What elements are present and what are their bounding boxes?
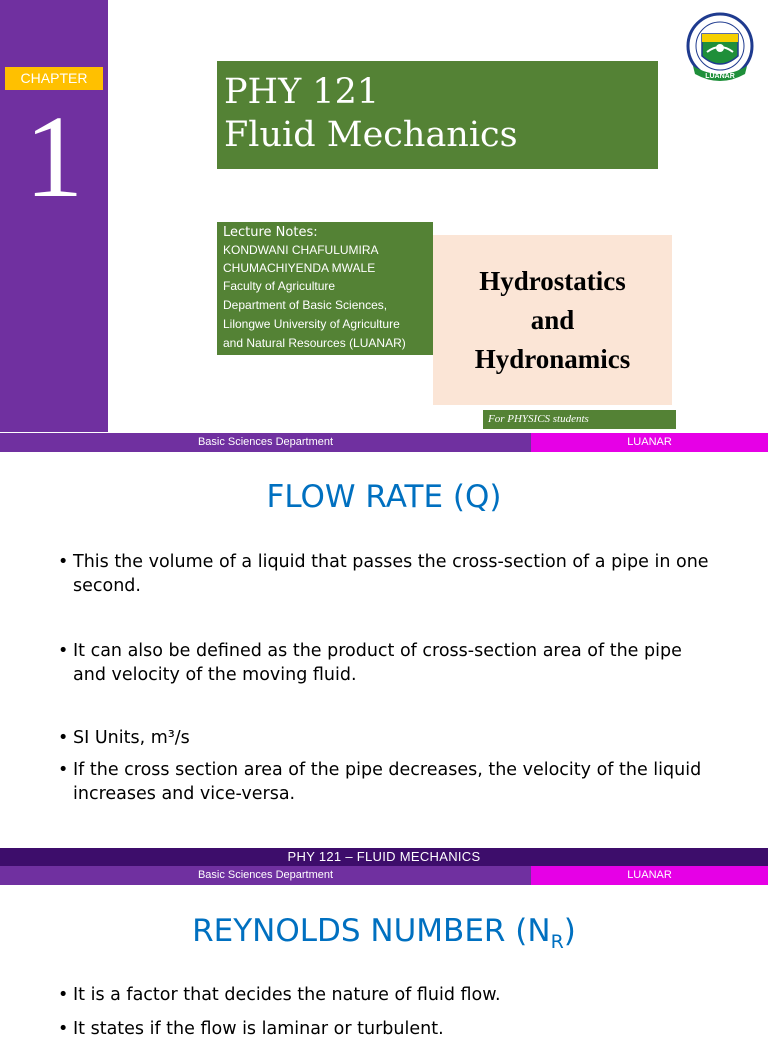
bullet-item: • It states if the flow is laminar or turbulent. bbox=[58, 1017, 718, 1041]
topic-line: Hydronamics bbox=[474, 343, 631, 374]
flow-rate-bullets bbox=[58, 550, 718, 806]
topic-box bbox=[433, 235, 672, 405]
course-band: PHY 121 – FLUID MECHANICS bbox=[0, 848, 768, 866]
course-title-box bbox=[217, 61, 658, 169]
lecture-notes-box bbox=[217, 222, 433, 355]
title-slide bbox=[0, 0, 768, 452]
notes-heading: Lecture Notes: bbox=[223, 225, 318, 240]
notes-line: KONDWANI CHAFULUMIRA bbox=[223, 243, 379, 257]
notes-line: Faculty of Agriculture bbox=[223, 279, 336, 293]
reynolds-title-close: ) bbox=[563, 913, 576, 949]
footer-university: LUANAR bbox=[531, 433, 768, 452]
notes-line: and Natural Resources (LUANAR) bbox=[223, 336, 406, 350]
footer-department: Basic Sciences Department bbox=[0, 433, 531, 452]
course-name: Fluid Mechanics bbox=[224, 115, 518, 155]
bullet-item: • This the volume of a liquid that passes the cross-section of a pipe in one second. bbox=[58, 550, 718, 598]
reynolds-title bbox=[0, 911, 768, 962]
topic-line: and bbox=[530, 304, 575, 335]
bullet-item: • If the cross section area of the pipe decreases, the velocity of the liquid increases and vice-versa. bbox=[58, 758, 718, 806]
flow-rate-title: FLOW RATE (Q) bbox=[266, 479, 502, 515]
footer-university: LUANAR bbox=[531, 866, 768, 885]
chapter-label: CHAPTER bbox=[5, 67, 103, 90]
chapter-number: 1 bbox=[24, 91, 84, 222]
reynolds-title-main: REYNOLDS NUMBER (N bbox=[192, 913, 551, 949]
bullet-item: • It is a factor that decides the nature of fluid flow. bbox=[58, 983, 718, 1007]
notes-line: Lilongwe University of Agriculture bbox=[223, 317, 400, 331]
reynolds-title-sub: R bbox=[550, 931, 564, 954]
notes-line: Department of Basic Sciences, bbox=[223, 298, 388, 312]
reynolds-bullets bbox=[58, 983, 718, 1041]
audience-label: For PHYSICS students bbox=[483, 410, 676, 429]
logo-text: LUANAR bbox=[705, 73, 735, 80]
bullet-item: • It can also be defined as the product of cross-section area of the pipe and velocity of the moving fluid. bbox=[58, 639, 718, 687]
footer-department: Basic Sciences Department bbox=[0, 866, 531, 885]
topic-line: Hydrostatics bbox=[479, 265, 626, 296]
notes-line: CHUMACHIYENDA MWALE bbox=[223, 261, 376, 275]
bullet-item: • SI Units, m³/s bbox=[58, 726, 718, 750]
university-logo bbox=[685, 12, 755, 88]
course-code: PHY 121 bbox=[224, 72, 380, 112]
